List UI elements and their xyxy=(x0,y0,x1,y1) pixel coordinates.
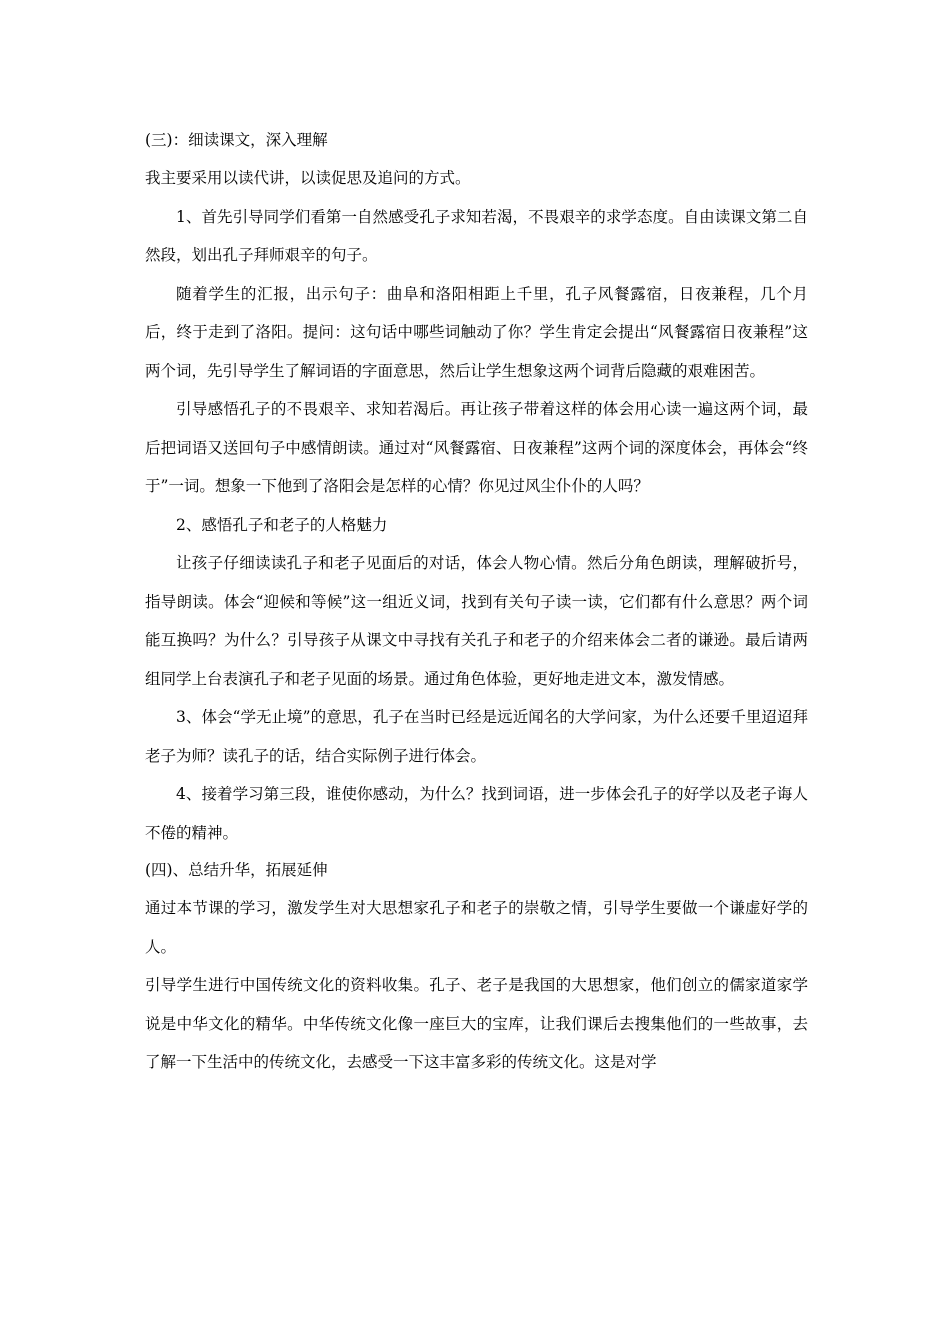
paragraph-step-4: 4、接着学习第三段，谁使你感动，为什么？找到词语，进一步体会孔子的好学以及老子诲人不倦的精神。 xyxy=(145,785,808,842)
paragraph-guided-reading: 引导感悟孔子的不畏艰辛、求知若渴后。再让孩子带着这样的体会用心读一遍这两个词，最后把词语又送回句子中感情朗读。通过对“风餐露宿、日夜兼程”这两个词的深度体会，再体会“终于”一词。想象一下他到了洛阳会是怎样的心情？你见过风尘仆仆的人吗？ xyxy=(145,400,808,495)
section-heading-3: (三)：细读课文，深入理解 xyxy=(145,131,328,149)
document-body xyxy=(145,122,808,1082)
paragraph-sentence-display: 随着学生的汇报，出示句子：曲阜和洛阳相距上千里，孔子风餐露宿，日夜兼程，几个月后，终于走到了洛阳。提问：这句话中哪些词触动了你？学生肯定会提出“风餐露宿日夜兼程”这两个词，先引导学生了解词语的字面意思，然后让学生想象这两个词背后隐藏的艰难困苦。 xyxy=(145,284,808,380)
section-heading-4: (四)、总结升华，拓展延伸 xyxy=(145,861,328,879)
paragraph-step-2: 2、感悟孔子和老子的人格魅力 xyxy=(176,515,388,534)
paragraph-extension: 引导学生进行中国传统文化的资料收集。孔子、老子是我国的大思想家，他们创立的儒家道家学说是中华文化的精华。中华传统文化像一座巨大的宝库，让我们课后去搜集他们的一些故事，去了解一下生活中的传统文化，去感受一下这丰富多彩的传统文化。这是对学 xyxy=(145,976,808,1071)
paragraph-step-3: 3、体会“学无止境”的意思，孔子在当时已经是远近闻名的大学问家，为什么还要千里迢迢拜老子为师？读孔子的话，结合实际例子进行体会。 xyxy=(145,708,808,765)
paragraph-summary: 通过本节课的学习，激发学生对大思想家孔子和老子的崇敬之情，引导学生要做一个谦虚好学的人。 xyxy=(145,899,808,956)
paragraph-step-1: 1、首先引导同学们看第一自然感受孔子求知若渴，不畏艰辛的求学态度。自由读课文第二自然段，划出孔子拜师艰辛的句子。 xyxy=(145,207,808,264)
paragraph-method: 我主要采用以读代讲，以读促思及追问的方式。 xyxy=(145,169,471,187)
paragraph-dialogue-reading: 让孩子仔细读读孔子和老子见面后的对话，体会人物心情。然后分角色朗读，理解破折号，指导朗读。体会“迎候和等候”这一组近义词，找到有关句子读一读，它们都有什么意思？两个词能互换吗？为什么？引导孩子从课文中寻找有关孔子和老子的介绍来体会二者的谦逊。最后请两组同学上台表演孔子和老子见面的场景。通过角色体验，更好地走进文本，激发情感。 xyxy=(145,554,808,688)
